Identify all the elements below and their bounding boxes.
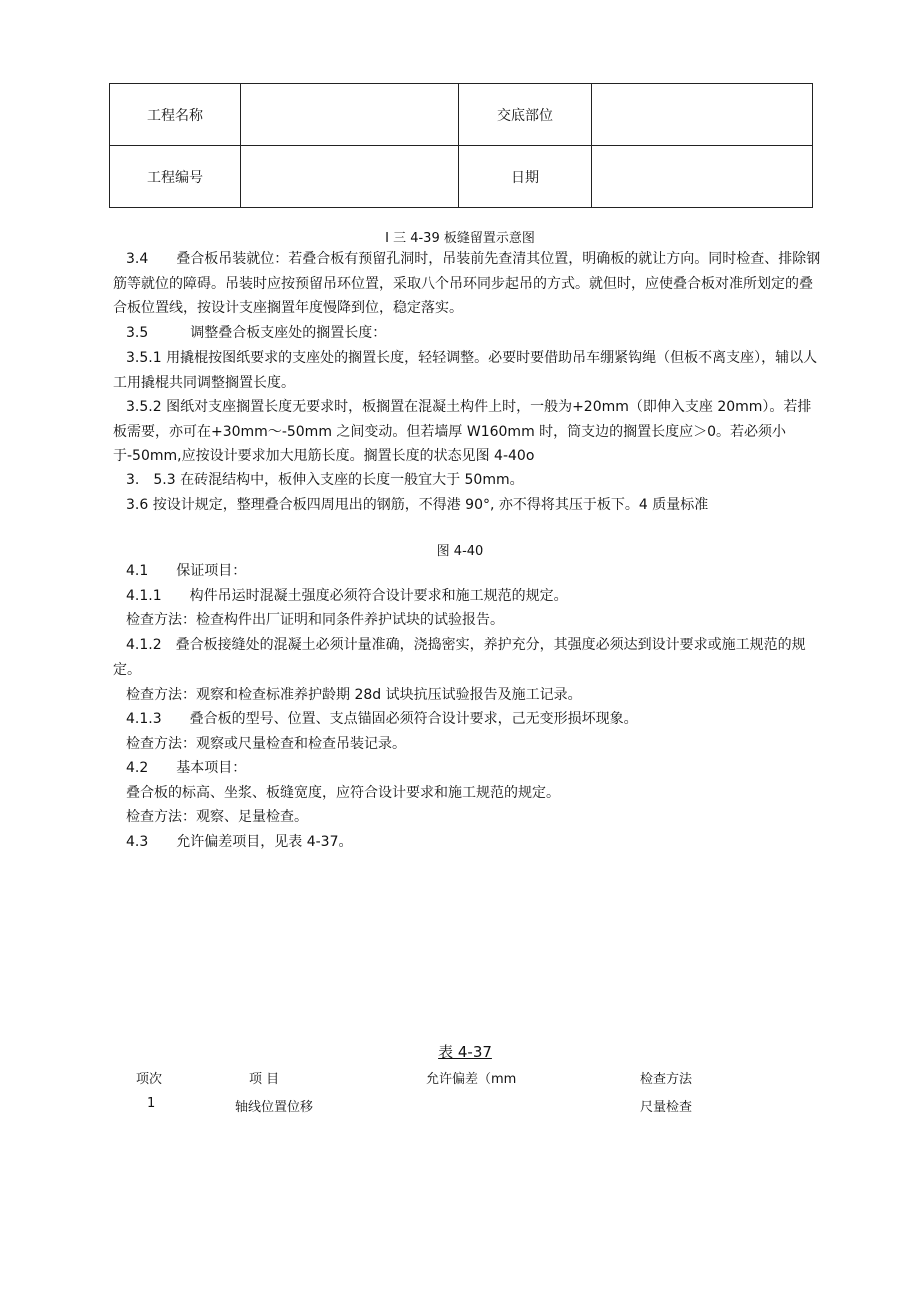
paragraph-3-4: 3.4 叠合板吊装就位：若叠合板有预留孔洞时，吊装前先查清其位置，明确板的就让方向。同时检查、排除钢筋等就位的障碍。吊装时应按预留吊环位置，采取八个吊环同步起吊的方式。就但时，应使叠合板对准所划定的叠合板位置线，按设计支座搁置年度慢降到位，稳定落实。 bbox=[113, 251, 821, 316]
handover-part-label: 交底部位 bbox=[459, 84, 592, 146]
row-1-item: 轴线位置位移 bbox=[235, 1100, 314, 1115]
project-name-label: 工程名称 bbox=[110, 84, 241, 146]
header-allowed-deviation: 允许偏差（mm bbox=[426, 1072, 517, 1087]
table-4-37-title bbox=[0, 1041, 920, 1062]
paragraph-3-5: 3.5 调整叠合板支座处的搁置长度： bbox=[126, 325, 387, 341]
header-table bbox=[109, 83, 813, 208]
paragraph-3-5-2: 3.5.2 图纸对支座搁置长度无要求时，板搁置在混凝土构件上时，一般为+20mm（即伸入支座 20mm）。若排板需要，亦可在+30mm～-50mm 之间变动。但若墙厚 W160mm 时，筒支边的搁置长度应＞0。若必须小于-50mm,应按设计要求加大甩筋长度。搁置长度的状态见图 4-40o bbox=[113, 399, 812, 464]
paragraph-4-1-1-check: 检查方法：检查构件出厂证明和同条件养护试块的试验报告。 bbox=[126, 612, 504, 628]
paragraph-4-1-2-check: 检查方法：观察和检查标准养护龄期 28d 试块抗压试验报告及施工记录。 bbox=[126, 687, 582, 703]
table-row bbox=[110, 84, 813, 146]
table-4-37-title-text: 表 4-37 bbox=[438, 1043, 492, 1061]
row-1-index: 1 bbox=[147, 1096, 156, 1111]
date-label: 日期 bbox=[459, 146, 592, 208]
paragraph-4-3: 4.3 允许偏差项目，见表 4-37。 bbox=[126, 834, 353, 850]
header-check-method: 检查方法 bbox=[640, 1072, 693, 1087]
paragraph-4-1-2: 4.1.2 叠合板接缝处的混凝土必须计量准确，浇捣密实，养护充分，其强度必须达到设计要求或施工规范的规定。 bbox=[113, 637, 806, 678]
paragraph-4-2-body: 叠合板的标高、坐浆、板缝宽度，应符合设计要求和施工规范的规定。 bbox=[126, 785, 560, 801]
header-index: 项次 bbox=[136, 1072, 163, 1087]
paragraph-4-2: 4.2 基本项目： bbox=[126, 760, 247, 776]
project-name-value[interactable] bbox=[241, 84, 459, 146]
date-value[interactable] bbox=[592, 146, 813, 208]
paragraph-4-2-check: 检查方法：观察、足量检查。 bbox=[126, 809, 308, 825]
paragraph-4-1-1: 4.1.1 构件吊运时混凝土强度必须符合设计要求和施工规范的规定。 bbox=[126, 588, 568, 604]
paragraph-3-5-1: 3.5.1 用撬棍按图纸要求的支座处的搁置长度，轻轻调整。必要时要借助吊车绷紧钩绳（但板不离支座），辅以人工用撬棍共同调整搁置长度。 bbox=[113, 350, 818, 391]
figure-caption-4-40: 图 4-40 bbox=[436, 544, 484, 559]
paragraph-4-1: 4.1 保证项目： bbox=[126, 563, 247, 579]
paragraph-3-6: 3.6 按设计规定，整理叠合板四周甩出的钢筋，不得港 90°, 亦不得将其压于板下。4 质量标准 bbox=[126, 497, 709, 513]
paragraph-4-1-3: 4.1.3 叠合板的型号、位置、支点锚固必须符合设计要求，己无变形损坏现象。 bbox=[126, 711, 638, 727]
table-row bbox=[110, 146, 813, 208]
paragraph-3-5-3: 3. 5.3 在砖混结构中，板伸入支座的长度一般宜大于 50mm。 bbox=[126, 472, 524, 488]
project-number-label: 工程编号 bbox=[110, 146, 241, 208]
header-item: 项 目 bbox=[249, 1072, 280, 1087]
handover-part-value[interactable] bbox=[592, 84, 813, 146]
figure-caption-4-39: I 三 4-39 板缝留置示意图 bbox=[385, 231, 535, 246]
project-number-value[interactable] bbox=[241, 146, 459, 208]
row-1-check-method: 尺量检查 bbox=[640, 1100, 693, 1115]
paragraph-4-1-3-check: 检查方法：观察或尺量检查和检查吊装记录。 bbox=[126, 736, 406, 752]
